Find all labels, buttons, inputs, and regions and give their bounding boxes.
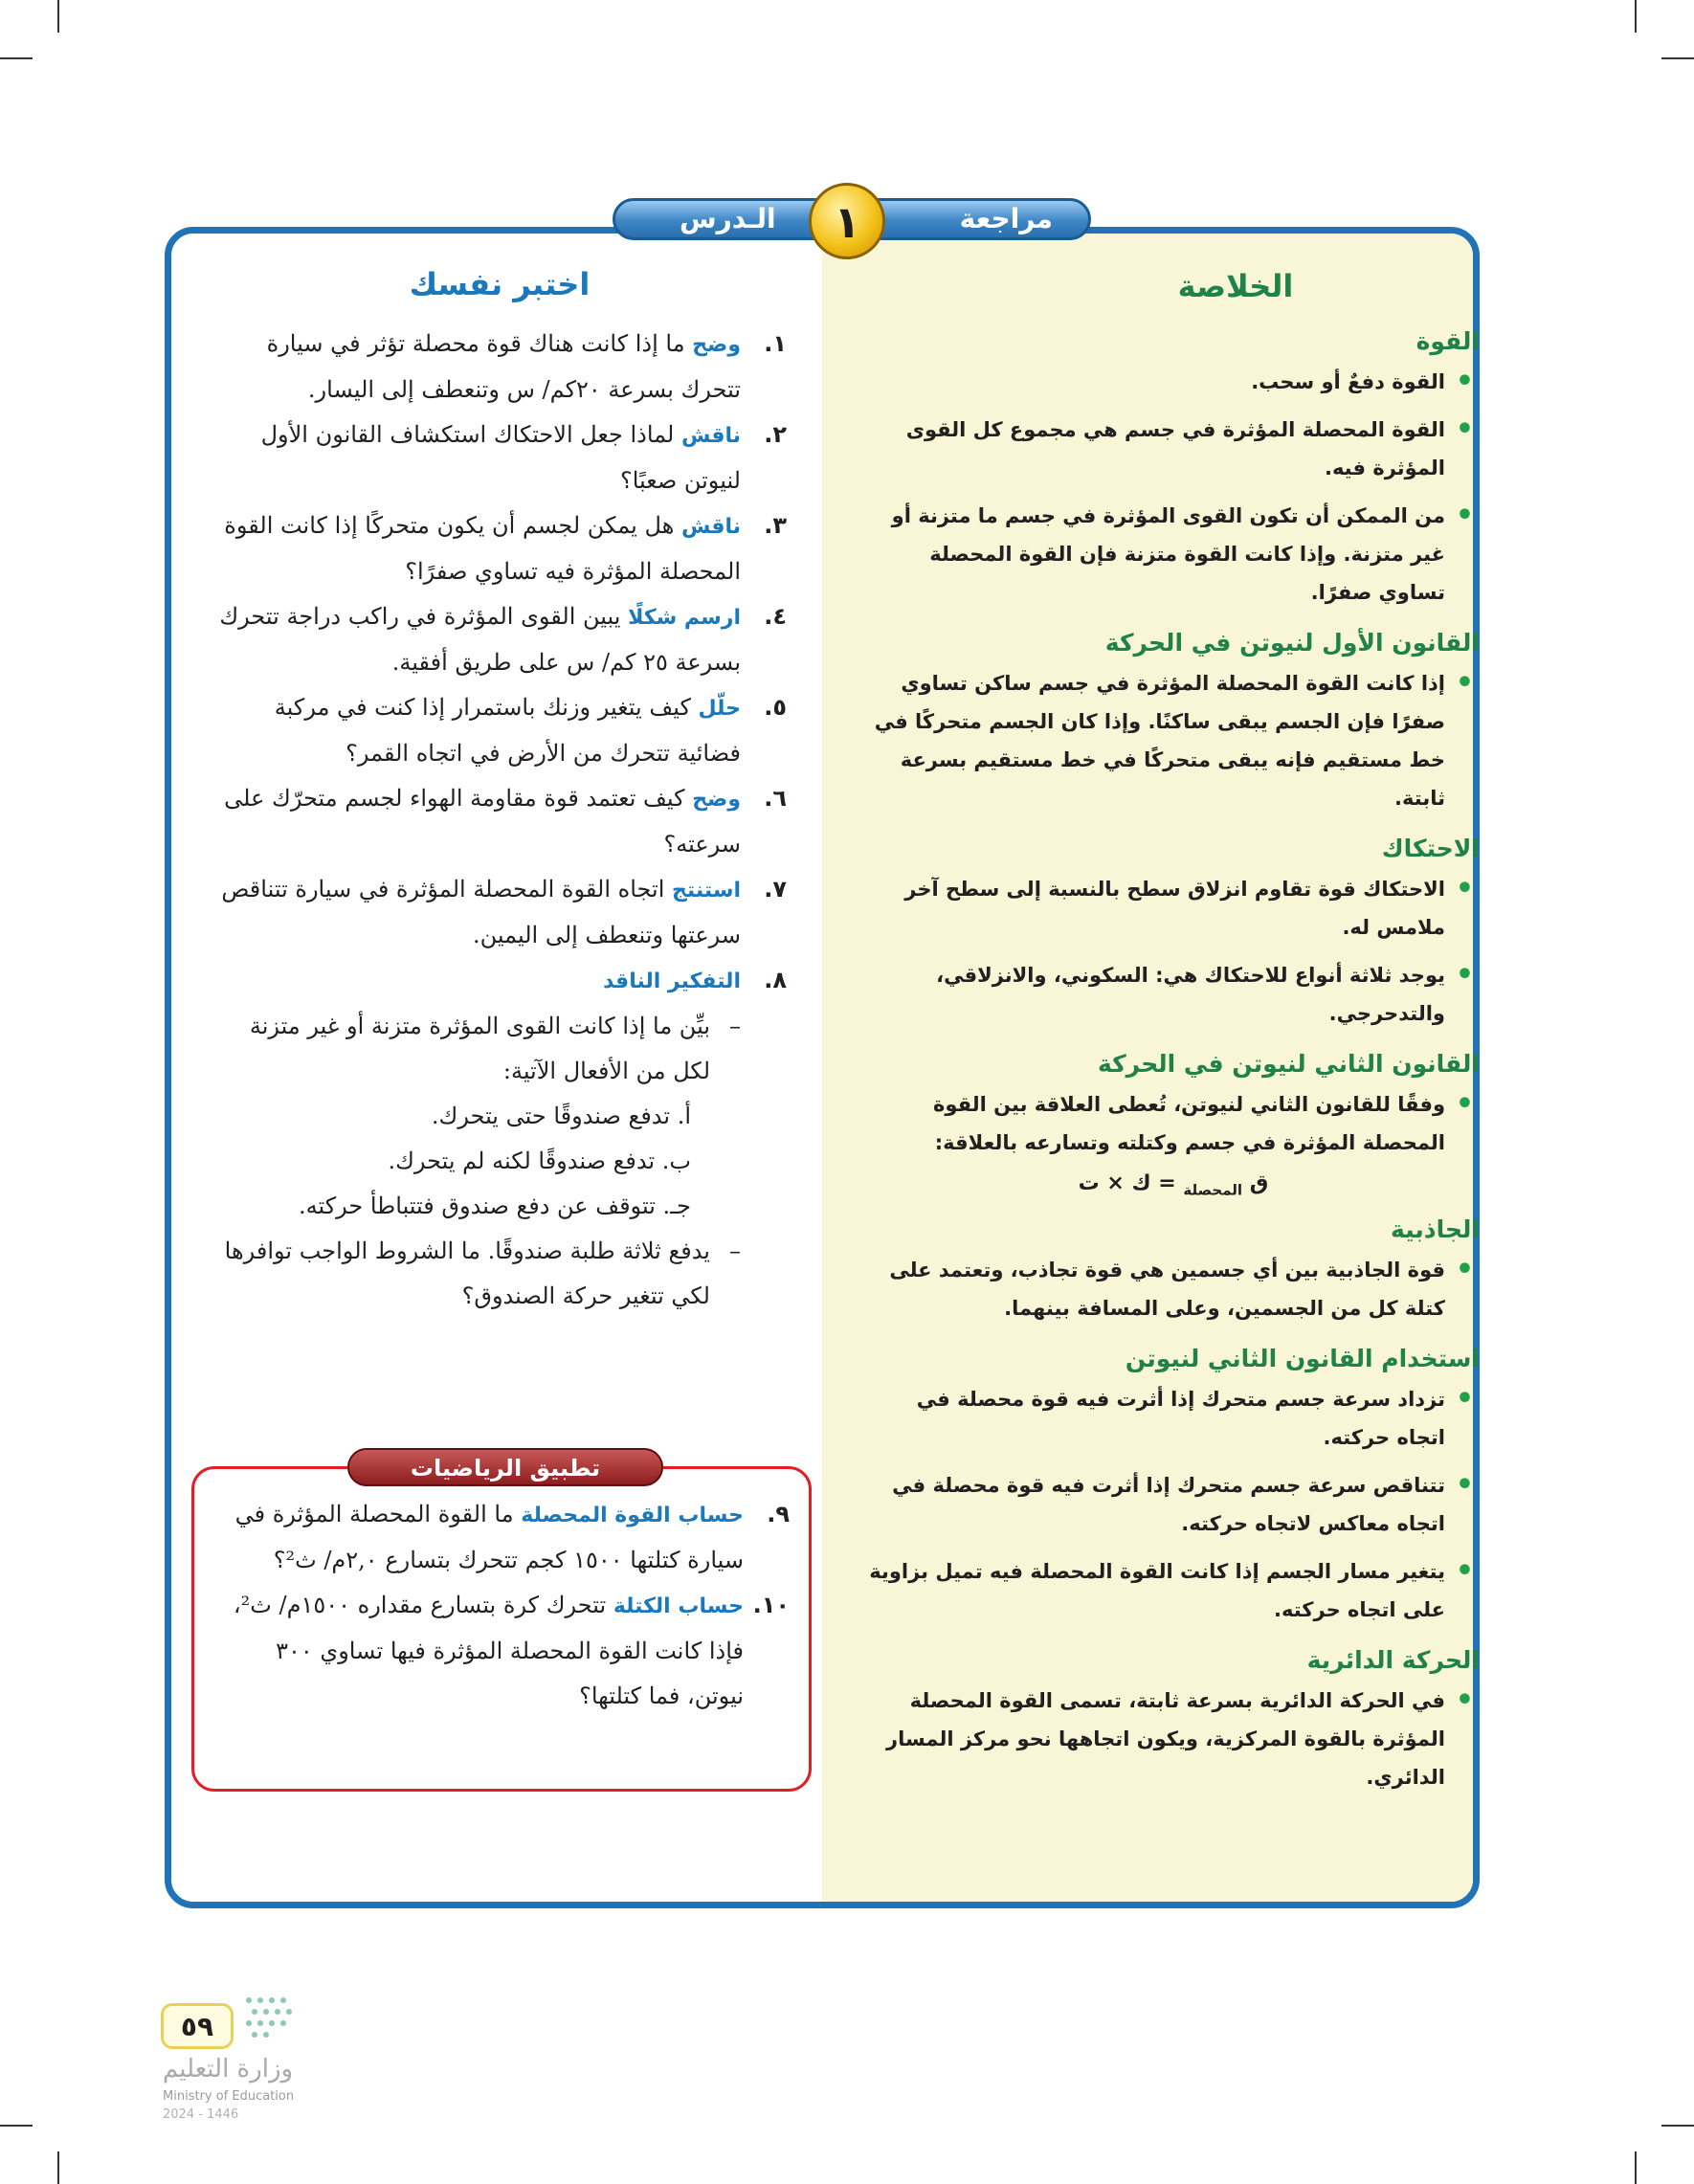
ministry-name-arabic: وزارة التعليم xyxy=(163,2055,294,2084)
lesson-number-badge: ١ xyxy=(809,183,885,259)
question-number: ٢. xyxy=(764,421,787,448)
question xyxy=(212,412,787,503)
banner-review-label: مراجعة xyxy=(959,203,1053,234)
test-yourself-section xyxy=(212,266,787,1319)
summary-title: الخلاصة xyxy=(1177,268,1294,304)
crop-mark xyxy=(1635,2151,1637,2184)
math-application-box xyxy=(191,1455,812,1792)
question-number: ٤. xyxy=(764,603,787,630)
summary-heading-friction: الاحتكاك xyxy=(1381,835,1480,862)
question-text: ما إذا كانت هناك قوة محصلة تؤثر في سيارة تتحرك بسرعة ٢٠كم/ س وتنعطف إلى اليسار. xyxy=(266,330,741,403)
question-keyword: حساب القوة المحصلة xyxy=(521,1504,744,1527)
formula-lhs: ق xyxy=(1249,1171,1269,1195)
question-text: ما القوة المحصلة المؤثرة في سيارة كتلتها ١٥٠٠ كجم تتحرك بتسارع ٢,٠م/ ث²؟ xyxy=(234,1501,744,1573)
page-number: ٥٩ xyxy=(161,2003,234,2049)
list-item: • في الحركة الدائرية بسرعة ثابتة، تسمى القوة المحصلة المؤثرة بالقوة المركزية، ويكون اتجاهها نحو مركز المسار الدائري. xyxy=(867,1682,1480,1796)
prompt-text: بيِّن ما إذا كانت القوى المؤثرة متزنة أو غير متزنة لكل من الأفعال الآتية: xyxy=(249,1013,710,1084)
summary-heading-force: القوة xyxy=(1415,327,1480,355)
banner-lesson-label: الـدرس xyxy=(680,203,776,234)
list-item: • من الممكن أن تكون القوى المؤثرة في جسم ما متزنة أو غير متزنة. وإذا كانت القوة متزنة فإن القوة المحصلة تساوي صفرًا. xyxy=(867,497,1480,612)
ministry-name-english: Ministry of Education xyxy=(163,2089,295,2104)
question-keyword: وضح xyxy=(692,788,741,812)
question-number: ١. xyxy=(764,330,787,357)
summary-heading-gravity: الجاذبية xyxy=(1391,1215,1480,1244)
question-number: ٥. xyxy=(764,694,787,721)
summary-heading-using2: استخدام القانون الثاني لنيوتن xyxy=(1125,1345,1480,1373)
question xyxy=(215,1583,790,1719)
test-title: اختبر نفسك xyxy=(409,266,591,302)
critical-thinking-prompt: – يدفع ثلاثة طلبة صندوقًا. ما الشروط الواجب توافرها لكي تتغير حركة الصندوق؟ xyxy=(224,1237,741,1309)
question-text: اتجاه القوة المحصلة المؤثرة في سيارة تتناقص سرعتها وتنعطف إلى اليمين. xyxy=(221,876,741,948)
crop-mark xyxy=(0,57,33,59)
list-item: • القوة المحصلة المؤثرة في جسم هي مجموع كل القوى المؤثرة فيه. xyxy=(867,411,1480,487)
list-item: • تتناقص سرعة جسم متحرك إذا أثرت فيه قوة محصلة في اتجاه معاكس لاتجاه حركته. xyxy=(867,1466,1480,1543)
question-keyword: التفكير الناقد xyxy=(603,969,741,993)
crop-mark xyxy=(1635,0,1637,33)
edition-year: 2024 - 1446 xyxy=(163,2107,239,2122)
option-c: جـ. تتوقف عن دفع صندوق فتتباطأ حركته. xyxy=(298,1192,691,1219)
option-a: أ. تدفع صندوقًا حتى يتحرك. xyxy=(431,1103,691,1129)
crop-mark xyxy=(1661,2125,1694,2127)
question-text: تتحرك كرة بتسارع مقداره ١٥٠٠م/ ث²، فإذا كانت القوة المحصلة المؤثرة فيها تساوي ٣٠٠ نيوتن، فما كتلتها؟ xyxy=(233,1592,744,1709)
crop-mark xyxy=(57,2151,59,2184)
math-application-label: تطبيق الرياضيات xyxy=(347,1448,663,1486)
list-item: • إذا كانت القوة المحصلة المؤثرة في جسم ساكن تساوي صفرًا فإن الجسم يبقى ساكنًا. وإذا كان الجسم متحركًا في خط مستقيم فإنه يبقى متحركًا في خط مستقيم بسرعة ثابتة. xyxy=(867,664,1480,817)
question-keyword: حلّل xyxy=(698,697,741,721)
list-item: • يتغير مسار الجسم إذا كانت القوة المحصلة فيه تميل بزاوية على اتجاه حركته. xyxy=(867,1552,1480,1629)
question xyxy=(212,322,787,412)
list-item: • الاحتكاك قوة تقاوم انزلاق سطح بالنسبة إلى سطح آخر ملامس له. xyxy=(867,870,1480,947)
question-text: كيف يتغير وزنك باستمرار إذا كنت في مركبة فضائية تتحرك من الأرض في اتجاه القمر؟ xyxy=(274,694,741,767)
question-text: كيف تعتمد قوة مقاومة الهواء لجسم متحرّك على سرعته؟ xyxy=(224,785,741,858)
question-keyword: وضح xyxy=(692,333,741,357)
question xyxy=(212,776,787,867)
summary-heading-newton1: القانون الأول لنيوتن في الحركة xyxy=(1104,629,1480,657)
question-keyword: استنتج xyxy=(672,879,741,903)
summary-heading-newton2: القانون الثاني لنيوتن في الحركة xyxy=(1097,1050,1480,1078)
question-keyword: ناقش xyxy=(680,515,741,539)
critical-thinking-prompt: – بيِّن ما إذا كانت القوى المؤثرة متزنة أو غير متزنة لكل من الأفعال الآتية: xyxy=(249,1013,741,1084)
ministry-logo-dots-icon xyxy=(239,1991,316,2048)
question-keyword: ناقش xyxy=(680,424,741,448)
question-number: ٦. xyxy=(764,785,787,812)
list-item: • القوة دفعٌ أو سحب. xyxy=(867,363,1480,401)
question-number: ٩. xyxy=(767,1501,790,1527)
question-text: هل يمكن لجسم أن يكون متحركًا إذا كانت القوة المحصلة المؤثرة فيه تساوي صفرًا؟ xyxy=(224,512,741,585)
question-number: ٣. xyxy=(764,512,787,539)
option-b: ب. تدفع صندوقًا لكنه لم يتحرك. xyxy=(388,1148,691,1174)
question-keyword: حساب الكتلة xyxy=(613,1594,744,1618)
prompt-text: يدفع ثلاثة طلبة صندوقًا. ما الشروط الواجب توافرها لكي تتغير حركة الصندوق؟ xyxy=(224,1237,710,1309)
list-item: • وفقًا للقانون الثاني لنيوتن، تُعطى العلاقة بين القوة المحصلة المؤثرة في جسم وكتلته وتسارعه بالعلاقة: xyxy=(867,1085,1480,1162)
list-item: • يوجد ثلاثة أنواع للاحتكاك هي: السكوني، والانزلاقي، والتدحرجي. xyxy=(867,956,1480,1033)
question-text: يبين القوى المؤثرة في راكب دراجة تتحرك بسرعة ٢٥ كم/ س على طريق أفقية. xyxy=(219,603,741,676)
crop-mark xyxy=(0,2125,33,2127)
formula-rhs: = ك × ت xyxy=(1078,1171,1176,1195)
crop-mark xyxy=(57,0,59,33)
question xyxy=(212,867,787,958)
question-number: ١٠. xyxy=(752,1592,790,1618)
question-number: ٨. xyxy=(764,967,787,993)
newton2-formula xyxy=(867,1171,1480,1198)
crop-mark xyxy=(1661,57,1694,59)
formula-subscript: المحصلة xyxy=(1183,1181,1243,1199)
list-item: • تزداد سرعة جسم متحرك إذا أثرت فيه قوة محصلة في اتجاه حركته. xyxy=(867,1380,1480,1457)
question xyxy=(212,958,787,1004)
list-item: • قوة الجاذبية بين أي جسمين هي قوة تجاذب، وتعتمد على كتلة كل من الجسمين، وعلى المسافة بينهما. xyxy=(867,1251,1480,1327)
lesson-review-banner xyxy=(613,187,1091,254)
question-number: ٧. xyxy=(764,876,787,903)
summary-section xyxy=(867,268,1480,1806)
question xyxy=(212,503,787,594)
question-text: لماذا جعل الاحتكاك استكشاف القانون الأول لنيوتن صعبًا؟ xyxy=(260,421,741,494)
question xyxy=(212,594,787,685)
question-keyword: ارسم شكلًا xyxy=(628,606,741,630)
question xyxy=(212,685,787,776)
question xyxy=(215,1492,790,1583)
summary-heading-circular: الحركة الدائرية xyxy=(1306,1646,1480,1675)
